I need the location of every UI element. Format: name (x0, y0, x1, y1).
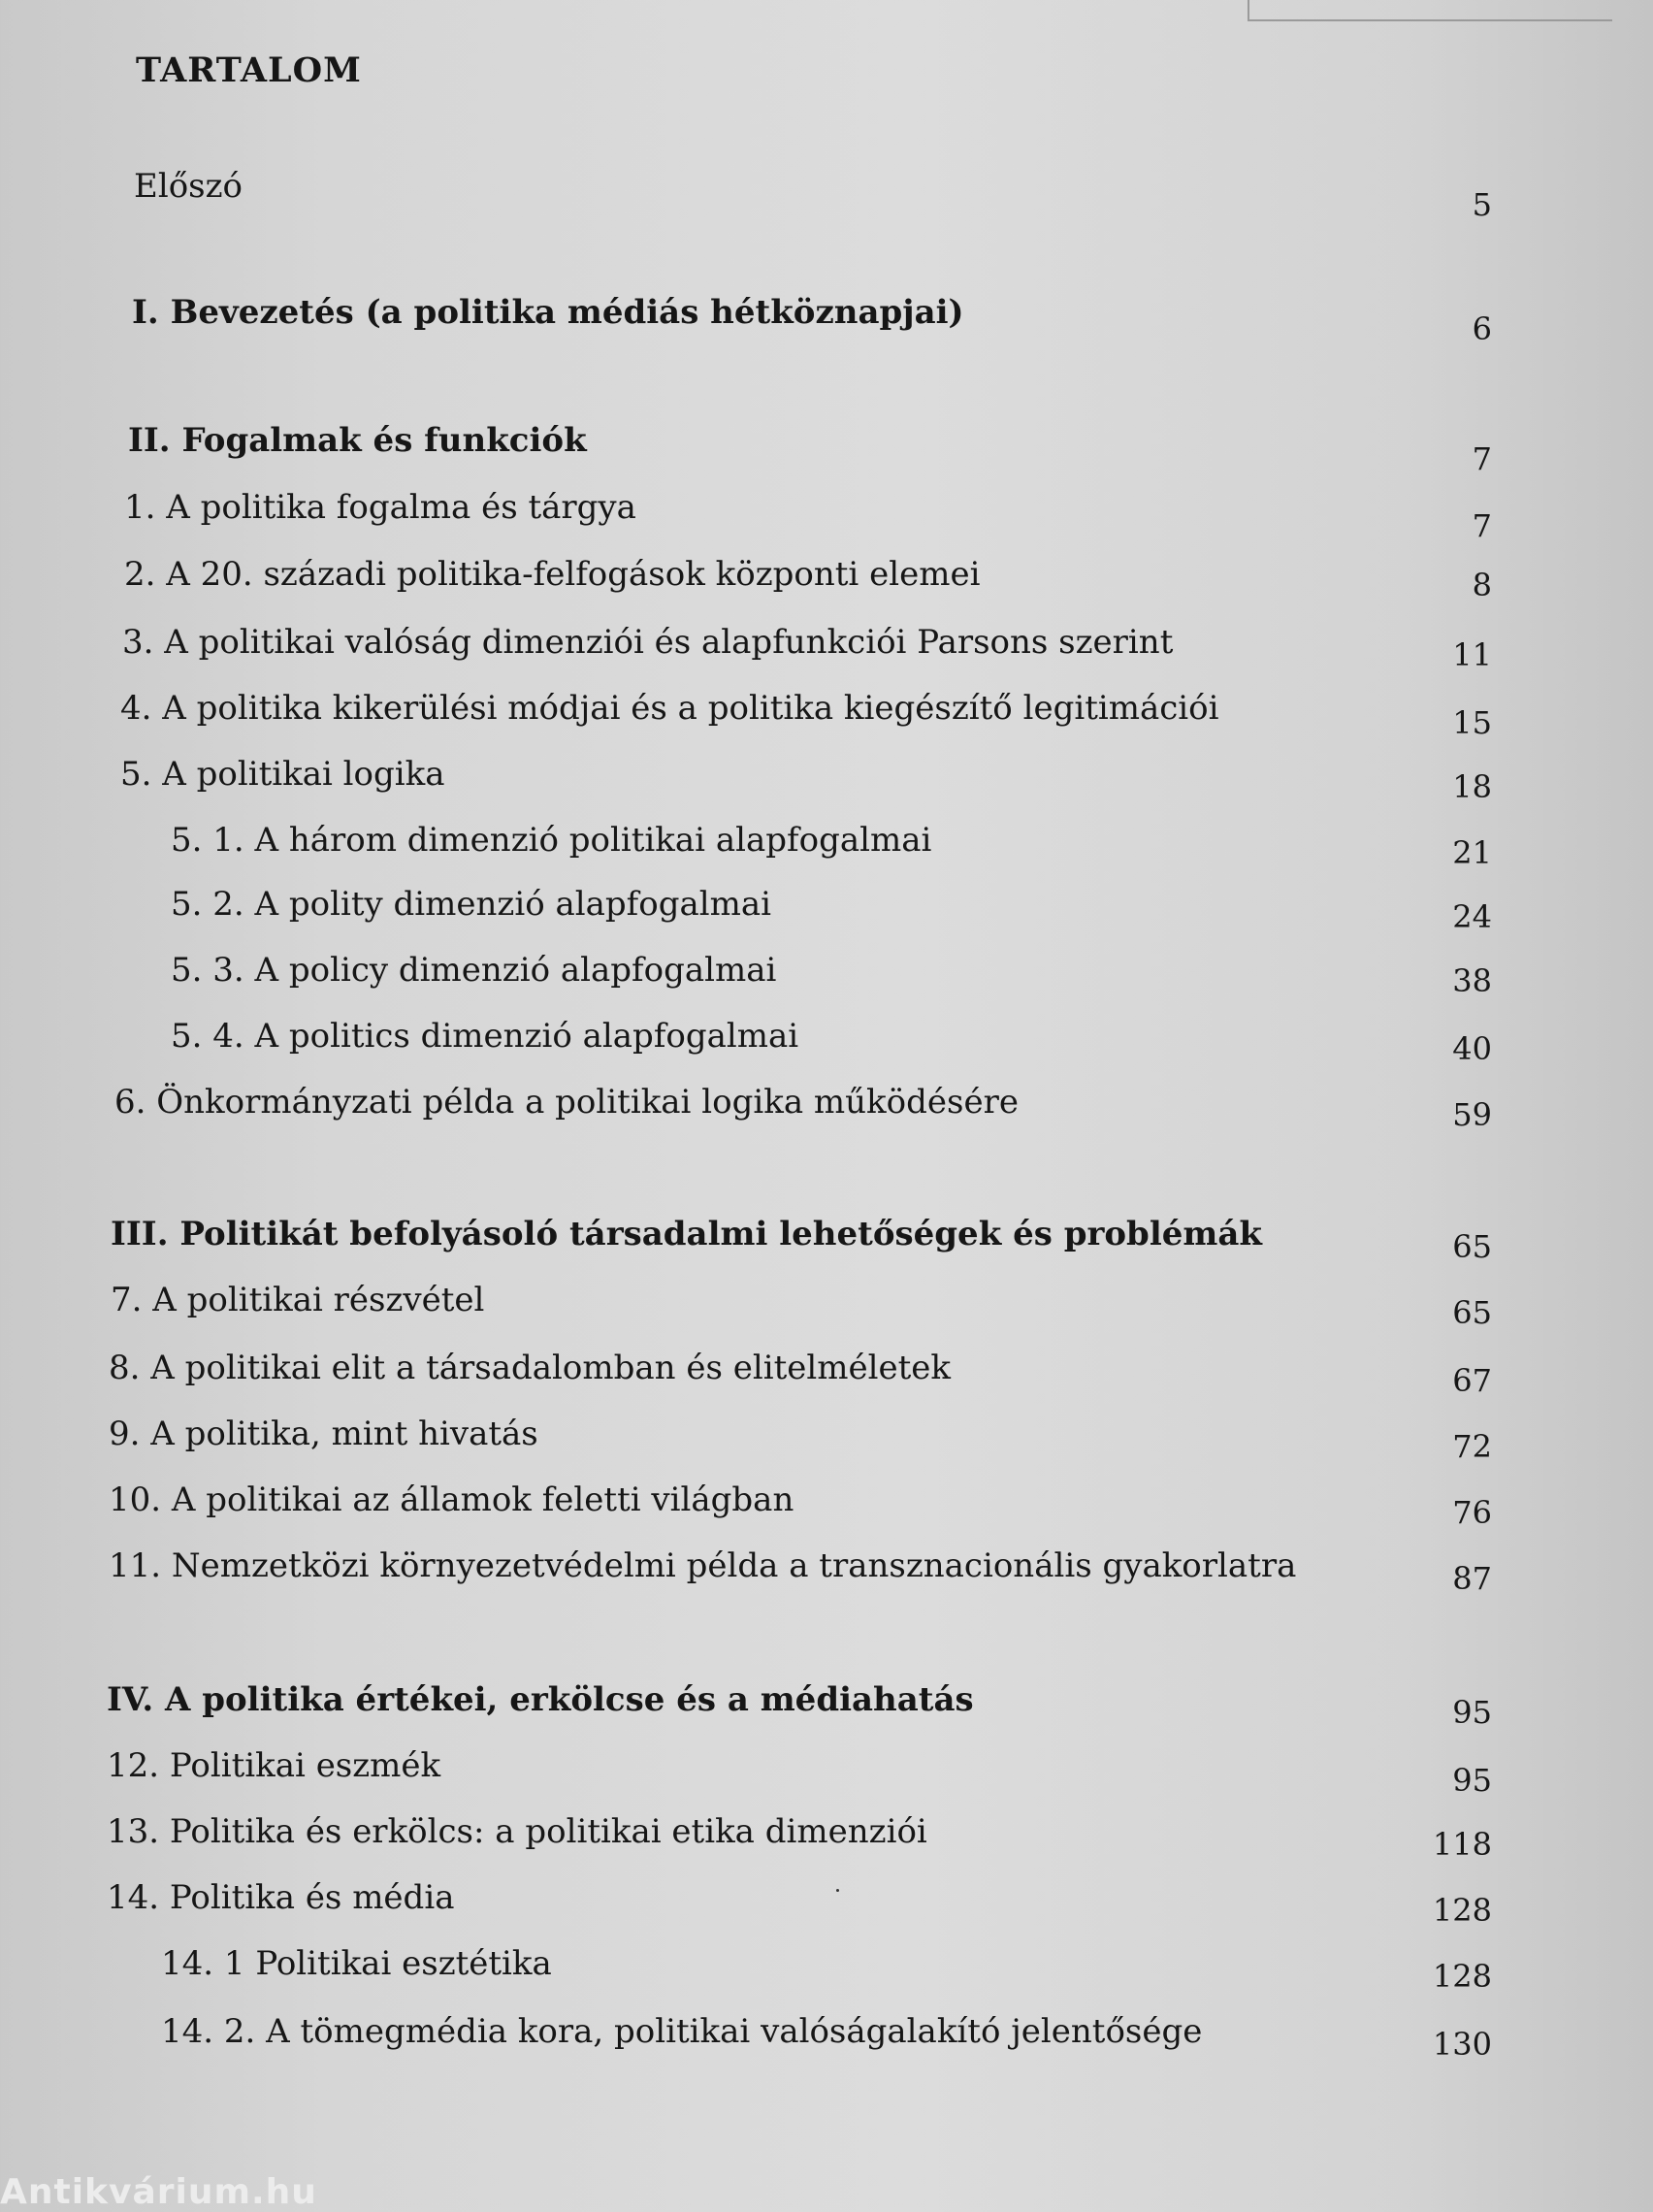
toc-entry-subsection-14-1 (0, 1944, 1653, 2002)
toc-entry-section-4 (0, 689, 1653, 747)
toc-entry-label: 12. Politikai eszmék (107, 1746, 441, 1785)
toc-entry-label: 10. A politikai az államok feletti világban (109, 1480, 794, 1519)
toc-entry-label: 8. A politikai elit a társadalomban és elitelméletek (109, 1349, 952, 1387)
toc-entry-page: 118 (1432, 1826, 1492, 1863)
toc-entry-section-12 (0, 1746, 1653, 1805)
toc-entry-page: 38 (1452, 962, 1492, 999)
toc-entry-page: 21 (1452, 834, 1492, 871)
toc-entry-page: 59 (1452, 1096, 1492, 1133)
toc-entry-label: 14. 1 Politikai esztétika (161, 1944, 552, 1983)
toc-entry-page: 40 (1452, 1030, 1492, 1067)
toc-entry-chapter-1 (0, 293, 1653, 351)
toc-entry-label: II. Fogalmak és funkciók (128, 421, 587, 460)
toc-title: TARTALOM (136, 50, 362, 90)
toc-entry-section-10 (0, 1480, 1653, 1539)
toc-entry-label: 5. 3. A policy dimenzió alapfogalmai (171, 951, 777, 990)
toc-entry-page: 95 (1452, 1762, 1492, 1799)
toc-entry-page: 7 (1472, 440, 1492, 477)
toc-entry-subsection-5-4 (0, 1017, 1653, 1075)
toc-entry-label: 14. Politika és média (107, 1878, 455, 1917)
toc-entry-page: 95 (1452, 1694, 1492, 1731)
toc-entry-chapter-2 (0, 421, 1653, 479)
toc-entry-label: 5. 4. A politics dimenzió alapfogalmai (171, 1017, 799, 1056)
toc-entry-page: 18 (1452, 768, 1492, 805)
toc-entry-page: 65 (1452, 1294, 1492, 1331)
toc-entry-section-8 (0, 1349, 1653, 1407)
toc-entry-section-5 (0, 755, 1653, 813)
toc-entry-label: III. Politikát befolyásoló társadalmi lehetőségek és problémák (111, 1215, 1262, 1253)
toc-entry-subsection-5-3 (0, 951, 1653, 1009)
toc-entry-section-3 (0, 623, 1653, 681)
toc-entry-label: 14. 2. A tömegmédia kora, politikai valóságalakító jelentősége (161, 2012, 1203, 2051)
toc-entry-section-11 (0, 1546, 1653, 1605)
toc-entry-label: 9. A politika, mint hivatás (109, 1415, 538, 1453)
toc-entry-label: 1. A politika fogalma és tárgya (124, 488, 636, 527)
toc-entry-label: 11. Nemzetközi környezetvédelmi példa a transznacionális gyakorlatra (109, 1546, 1297, 1585)
toc-entry-page: 11 (1452, 636, 1492, 673)
toc-entry-label: 5. 2. A polity dimenzió alapfogalmai (171, 885, 772, 924)
toc-entry-label: 13. Politika és erkölcs: a politikai etika dimenziói (107, 1812, 927, 1851)
toc-entry-label: 5. 1. A három dimenzió politikai alapfogalmai (171, 821, 932, 860)
toc-entry-label: 7. A politikai részvétel (111, 1281, 485, 1319)
watermark-text: Antikvárium.hu (0, 2172, 317, 2212)
toc-entry-page: 130 (1432, 2026, 1492, 2063)
toc-entry-page: 128 (1432, 1958, 1492, 1995)
toc-entry-section-9 (0, 1415, 1653, 1473)
toc-entry-page: 76 (1452, 1494, 1492, 1531)
toc-entry-subsection-5-2 (0, 885, 1653, 943)
toc-entry-label: I. Bevezetés (a politika médiás hétköznapjai) (132, 293, 964, 332)
toc-entry-chapter-3 (0, 1215, 1653, 1273)
toc-entry-label: 4. A politika kikerülési módjai és a politika kiegészítő legitimációi (120, 689, 1219, 728)
toc-entry-subsection-14-2 (0, 2012, 1653, 2070)
toc-entry-page: 15 (1452, 704, 1492, 741)
toc-entry-preface (0, 167, 1653, 225)
toc-entry-label: 5. A politikai logika (120, 755, 445, 794)
ink-speck (836, 1889, 839, 1892)
toc-entry-page: 24 (1452, 898, 1492, 935)
toc-entry-label: IV. A politika értékei, erkölcse és a médiahatás (107, 1680, 974, 1719)
toc-entry-page: 6 (1472, 310, 1492, 347)
toc-entry-page: 8 (1472, 567, 1492, 603)
toc-entry-label: Előszó (134, 167, 243, 206)
toc-entry-subsection-5-1 (0, 821, 1653, 879)
toc-entry-page: 87 (1452, 1560, 1492, 1597)
toc-entry-section-13 (0, 1812, 1653, 1870)
page-edge-line (1248, 0, 1612, 21)
toc-entry-chapter-4 (0, 1680, 1653, 1739)
toc-entry-page: 67 (1452, 1362, 1492, 1399)
toc-entry-section-7 (0, 1281, 1653, 1339)
toc-entry-page: 7 (1472, 507, 1492, 544)
toc-entry-section-6 (0, 1083, 1653, 1141)
toc-entry-label: 2. A 20. századi politika-felfogások központi elemei (124, 555, 981, 594)
toc-entry-page: 65 (1452, 1228, 1492, 1265)
toc-entry-section-14 (0, 1878, 1653, 1936)
toc-entry-section-2 (0, 555, 1653, 613)
toc-entry-label: 6. Önkormányzati példa a politikai logika működésére (114, 1083, 1019, 1122)
toc-entry-page: 128 (1432, 1892, 1492, 1929)
toc-entry-page: 5 (1472, 186, 1492, 223)
toc-entry-label: 3. A politikai valóság dimenziói és alapfunkciói Parsons szerint (122, 623, 1174, 662)
toc-entry-page: 72 (1452, 1428, 1492, 1465)
toc-entry-section-1 (0, 488, 1653, 546)
